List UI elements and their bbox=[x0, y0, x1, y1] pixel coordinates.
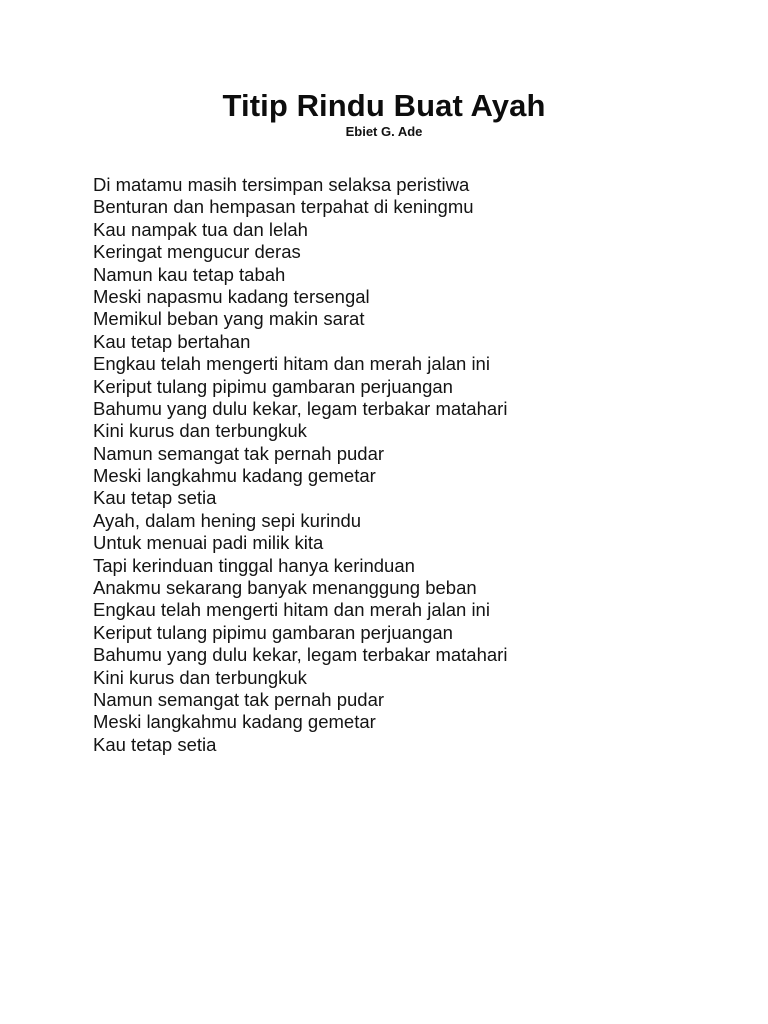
lyric-line: Untuk menuai padi milik kita bbox=[93, 532, 324, 554]
lyric-line: Kini kurus dan terbungkuk bbox=[93, 420, 307, 442]
lyric-line: Namun kau tetap tabah bbox=[93, 263, 286, 285]
lyric-line: Kini kurus dan terbungkuk bbox=[93, 666, 307, 688]
lyric-line: Bahumu yang dulu kekar, legam terbakar matahari bbox=[93, 644, 508, 666]
lyric-line: Kau tetap setia bbox=[93, 487, 217, 509]
lyric-line: Bahumu yang dulu kekar, legam terbakar matahari bbox=[93, 397, 508, 419]
lyric-line: Namun semangat tak pernah pudar bbox=[93, 688, 385, 710]
lyric-line: Keriput tulang pipimu gambaran perjuangan bbox=[93, 375, 453, 397]
song-author: Ebiet G. Ade bbox=[345, 124, 423, 139]
lyric-line: Meski langkahmu kadang gemetar bbox=[93, 465, 376, 487]
lyric-line: Kau tetap setia bbox=[93, 733, 217, 755]
lyric-line: Kau nampak tua dan lelah bbox=[93, 218, 308, 240]
lyric-line: Memikul beban yang makin sarat bbox=[93, 308, 365, 330]
lyric-line: Keringat mengucur deras bbox=[93, 241, 301, 263]
lyric-line: Namun semangat tak pernah pudar bbox=[93, 442, 385, 464]
lyric-line: Di matamu masih tersimpan selaksa peristiwa bbox=[93, 174, 470, 195]
lyric-line: Benturan dan hempasan terpahat di keningmu bbox=[93, 196, 474, 218]
lyric-line: Tapi kerinduan tinggal hanya kerinduan bbox=[93, 554, 415, 576]
lyric-line: Ayah, dalam hening sepi kurindu bbox=[93, 509, 362, 531]
lyric-line: Meski langkahmu kadang gemetar bbox=[93, 711, 376, 733]
song-title: Titip Rindu Buat Ayah bbox=[222, 88, 546, 123]
lyric-line: Engkau telah mengerti hitam dan merah jalan ini bbox=[93, 353, 490, 375]
lyric-line: Engkau telah mengerti hitam dan merah jalan ini bbox=[93, 599, 490, 621]
lyric-line: Meski napasmu kadang tersengal bbox=[93, 285, 370, 307]
lyric-line: Keriput tulang pipimu gambaran perjuangan bbox=[93, 621, 453, 643]
lyric-line: Anakmu sekarang banyak menanggung beban bbox=[93, 577, 477, 599]
lyric-line: Kau tetap bertahan bbox=[93, 330, 251, 352]
lyrics-list bbox=[93, 174, 507, 756]
